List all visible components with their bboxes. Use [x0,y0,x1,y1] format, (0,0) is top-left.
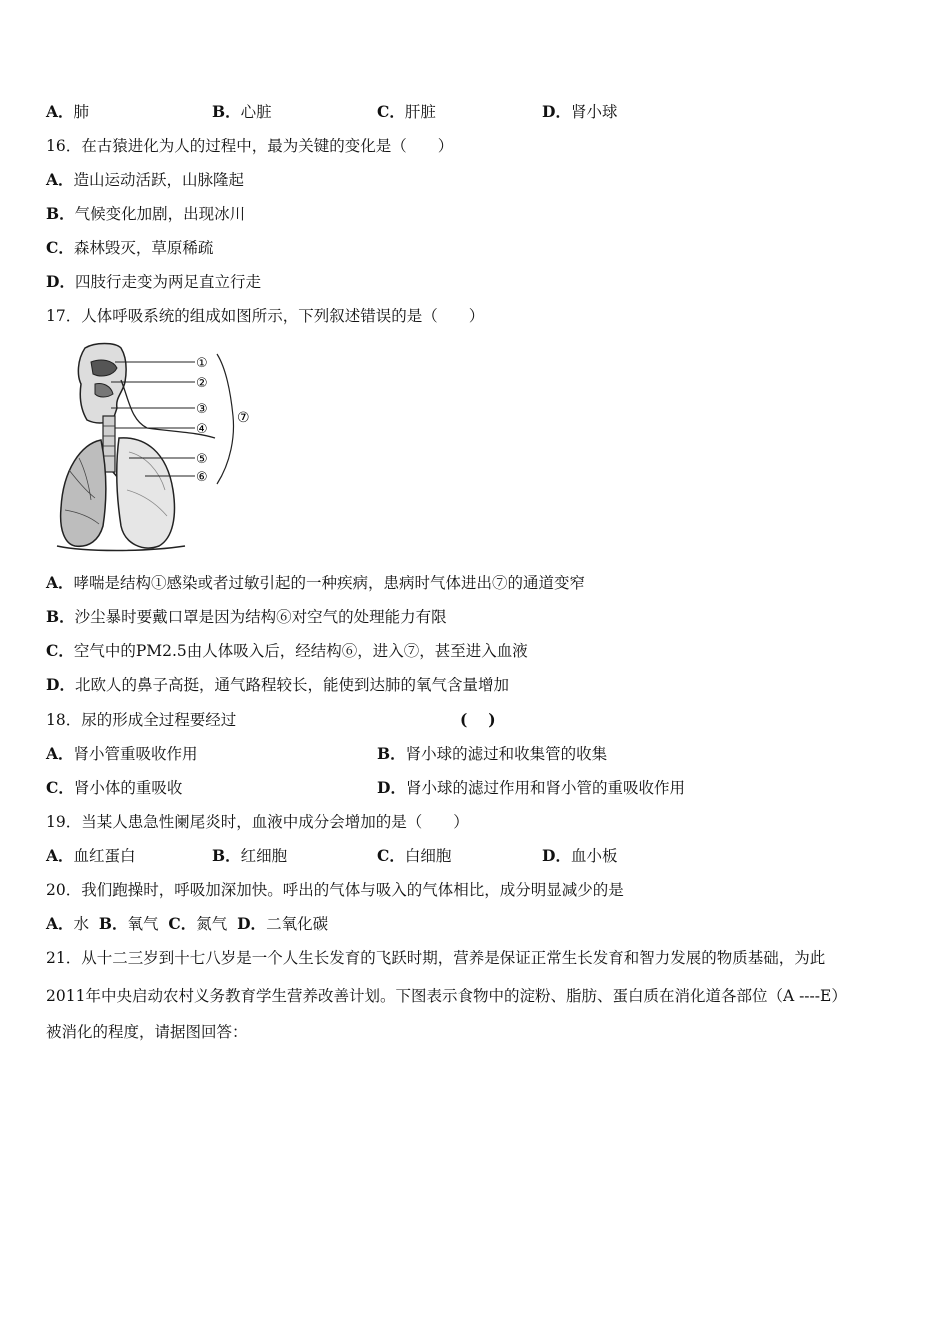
q21-line-2: 2011年中央启动农村义务教育学生营养改善计划。下图表示食物中的淀粉、脂肪、蛋白质在消化道各部位（A ----E） [46,987,847,1005]
q19-option-d: D．血小板 [542,846,618,865]
figure-label-2: ② [196,376,208,391]
q15-option-b: B．心脏 [212,102,272,121]
q18-option-a: A．肾小管重吸收作用 [46,744,198,763]
q19-option-b: B．红细胞 [212,846,288,865]
figure-label-1: ① [196,356,208,371]
q21-line-1: 21．从十二三岁到十七八岁是一个人生长发育的飞跃时期，营养是保证正常生长发育和智力发展的物质基础，为此 [46,949,826,967]
q20-options: A．水 B．氧气 C．氮气 D．二氧化碳 [46,914,329,933]
q19-stem: 19．当某人患急性阑尾炎时，血液中成分会增加的是（ ） [46,813,469,831]
figure-label-5: ⑤ [196,452,208,467]
figure-label-4: ④ [196,422,208,437]
q16-option-b: B．气候变化加剧，出现冰川 [46,204,246,223]
q19-option-c: C．白细胞 [377,846,452,865]
figure-label-7: ⑦ [237,410,250,426]
q17-option-c: C．空气中的PM2.5由人体吸入后，经结构⑥，进入⑦，甚至进入血液 [46,641,528,660]
q16-option-a: A．造山运动活跃，山脉隆起 [46,170,245,189]
q17-option-a: A．哮喘是结构①感染或者过敏引起的一种疾病，患病时气体进出⑦的通道变窄 [46,573,586,592]
q18-answer-paren: ( ) [460,710,496,729]
q18-option-b: B．肾小球的滤过和收集管的收集 [377,744,608,763]
q15-option-a: A．肺 [46,102,90,121]
q18-option-c: C．肾小体的重吸收 [46,778,183,797]
q16-option-d: D．四肢行走变为两足直立行走 [46,272,261,291]
q17-option-b: B．沙尘暴时要戴口罩是因为结构⑥对空气的处理能力有限 [46,607,447,626]
q17-option-d: D．北欧人的鼻子高挺，通气路程较长，能使到达肺的氧气含量增加 [46,675,509,694]
q17-stem: 17．人体呼吸系统的组成如图所示，下列叙述错误的是（ ） [46,307,485,325]
q15-option-d: D．肾小球 [542,102,618,121]
q19-option-a: A．血红蛋白 [46,846,136,865]
q18-stem: 18．尿的形成全过程要经过 [46,711,237,729]
respiratory-system-figure [55,340,270,552]
q15-option-c: C．肝脏 [377,102,436,121]
figure-label-6: ⑥ [196,470,208,485]
figure-label-3: ③ [196,402,208,417]
q16-option-c: C．森林毁灭，草原稀疏 [46,238,214,257]
q21-line-3: 被消化的程度，请据图回答： [46,1023,248,1041]
q18-option-d: D．肾小球的滤过作用和肾小管的重吸收作用 [377,778,685,797]
q16-stem: 16．在古猿进化为人的过程中，最为关键的变化是（ ） [46,137,454,155]
q20-stem: 20．我们跑操时，呼吸加深加快。呼出的气体与吸入的气体相比，成分明显减少的是 [46,881,624,899]
